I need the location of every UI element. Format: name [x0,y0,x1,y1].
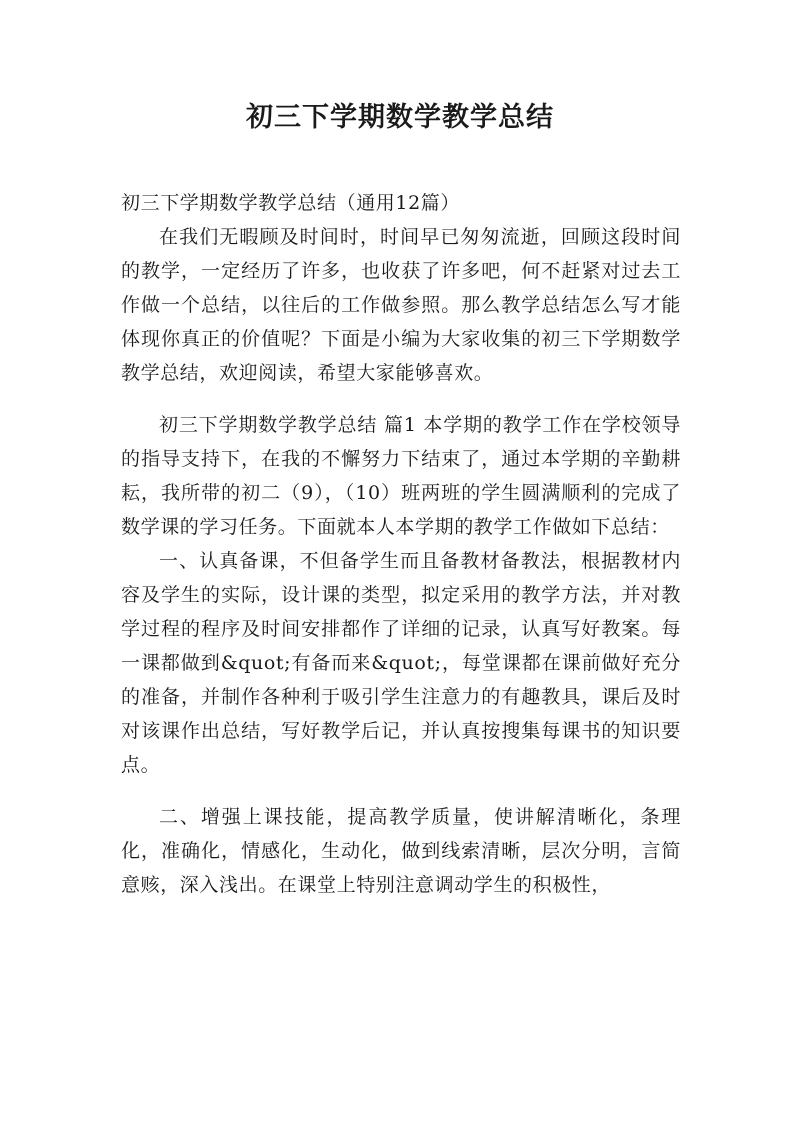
intro-paragraph: 在我们无暇顾及时间时，时间早已匆匆流逝，回顾这段时间的教学，一定经历了许多，也收获了许多吧，何不赶紧对过去工作做一个总结，以往后的工作做参照。那么教学总结怎么写才能体现你真正的价值呢？下面是小编为大家收集的初三下学期数学教学总结，欢迎阅读，希望大家能够喜欢。 [121,226,681,384]
section-1-paragraph: 初三下学期数学教学总结 篇1 本学期的教学工作在学校领导的指导支持下，在我的不懈努力下结束了，通过本学期的辛勤耕耘，我所带的初二（9），（10）班两班的学生圆满顺利的完成了数学课的学习任务。下面就本人本学期的教学工作做如下总结： [121,414,681,538]
document-subtitle: 初三下学期数学教学总结（通用12篇） [121,192,460,214]
point-2-paragraph: 二、增强上课技能，提高教学质量，使讲解清晰化，条理化，准确化，情感化，生动化，做到线索清晰，层次分明，言简意赅，深入浅出。在课堂上特别注意调动学生的积极性， [121,806,681,896]
document-body [121,186,681,902]
document-title: 初三下学期数学教学总结 [246,102,554,133]
point-1-paragraph: 一、认真备课，不但备学生而且备教材备教法，根据教材内容及学生的实际，设计课的类型，拟定采用的教学方法，并对教学过程的程序及时间安排都作了详细的记录，认真写好教案。每一课都做到&quot;有备而来&quot;，每堂课都在课前做好充分的准备，并制作各种利于吸引学生注意力的有趣教具，课后及时对该课作出总结，写好教学后记，并认真按搜集每课书的知识要点。 [121,550,681,776]
